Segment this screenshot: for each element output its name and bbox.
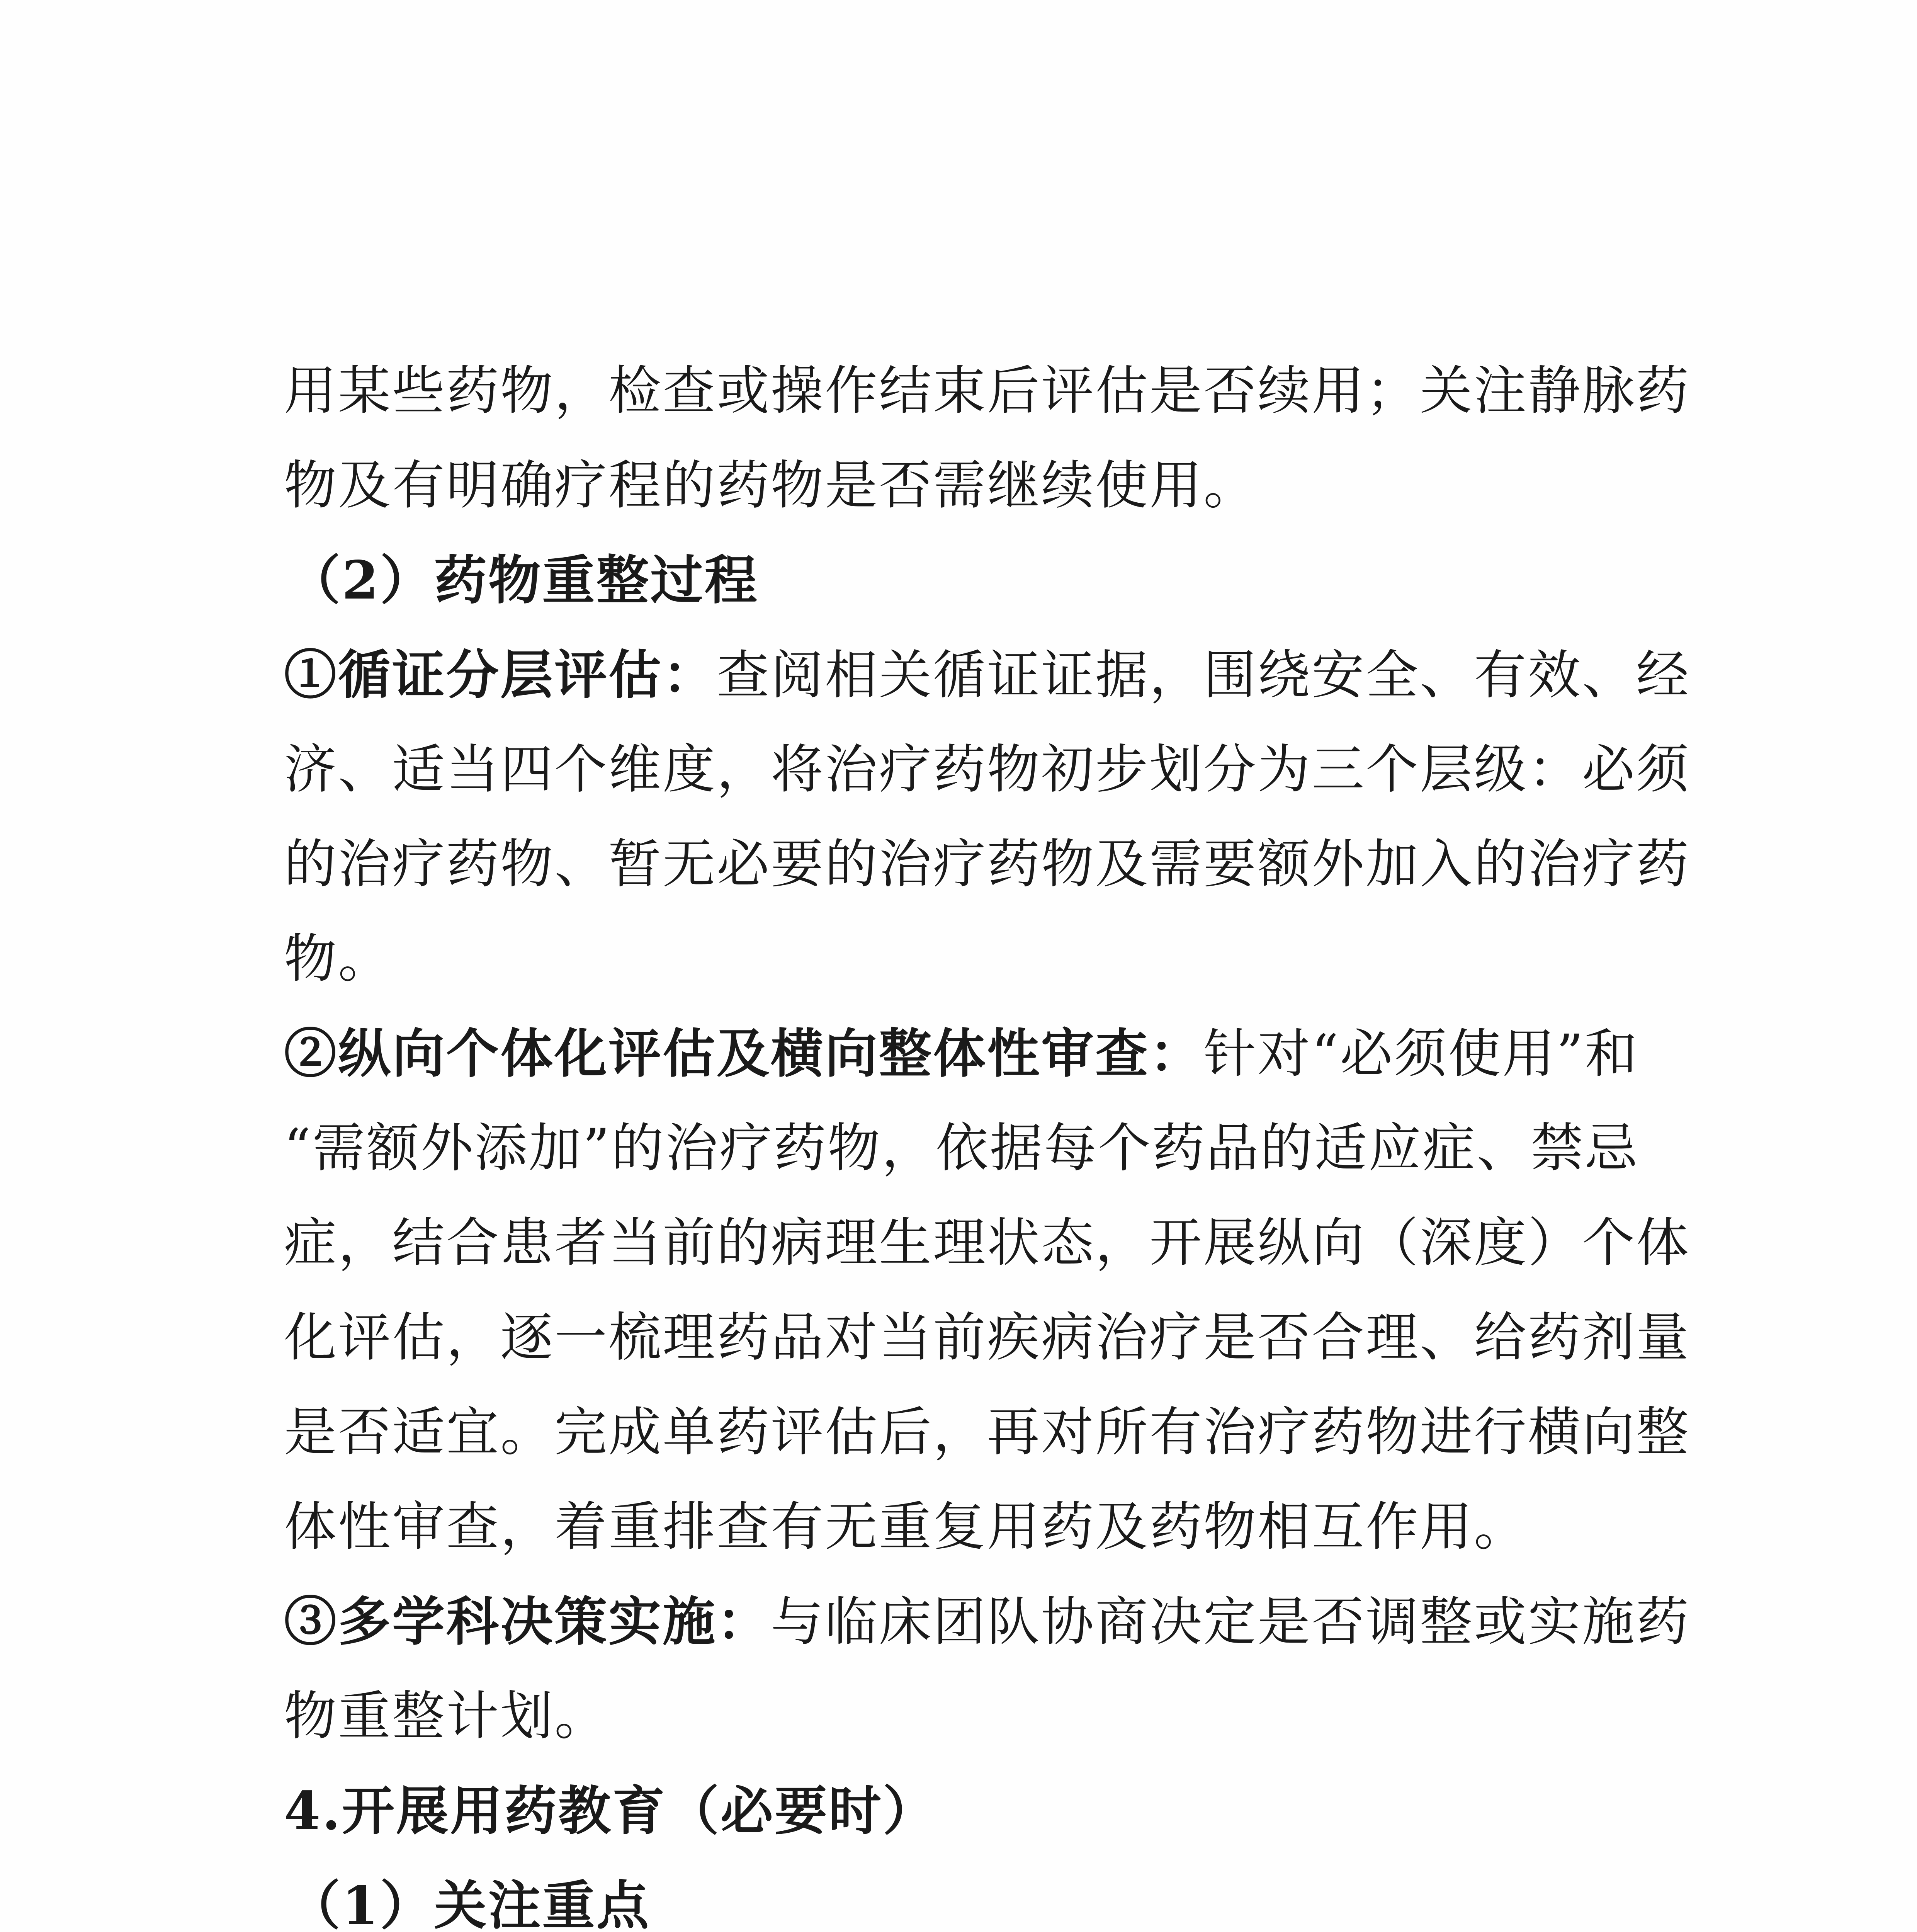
text-line [284, 1007, 1639, 1101]
text-line: 济、适当四个维度，将治疗药物初步划分为三个层级：必须 [284, 739, 1690, 800]
text-line: 化评估，逐一梳理药品对当前疾病治疗是否合理、给药剂量 [284, 1307, 1690, 1368]
text-line: 物重整计划。 [284, 1686, 608, 1747]
item-text: 针对“必须使用”和 [1203, 1024, 1639, 1085]
section-heading: 4.开展用药教育（必要时） [284, 1780, 937, 1842]
subsection-heading: （1）关注重点 [288, 1875, 651, 1932]
item-text: 与临床团队协商决定是否调整或实施药 [771, 1592, 1690, 1653]
item-lead: ②纵向个体化评估及横向整体性审查： [284, 1023, 1203, 1085]
item-lead: ③多学科决策实施： [284, 1591, 771, 1653]
item-lead: ①循证分层评估： [284, 644, 717, 706]
text-line: 用某些药物，检查或操作结束后评估是否续用；关注静脉药 [284, 361, 1690, 422]
text-line: 物及有明确疗程的药物是否需继续使用。 [284, 455, 1258, 516]
text-line: 物。 [284, 929, 392, 990]
section-heading: （2）药物重整过程 [288, 549, 759, 611]
text-line: 体性审查，着重排查有无重复用药及药物相互作用。 [284, 1497, 1528, 1558]
document-body [284, 344, 1690, 1932]
text-line: 是否适宜。完成单药评估后，再对所有治疗药物进行横向整 [284, 1402, 1690, 1463]
item-text: 查阅相关循证证据，围绕安全、有效、经 [717, 645, 1690, 706]
text-line: 的治疗药物、暂无必要的治疗药物及需要额外加入的治疗药 [284, 834, 1690, 895]
text-line: “需额外添加”的治疗药物，依据每个药品的适应症、禁忌 [284, 1118, 1639, 1179]
text-line: 症，结合患者当前的病理生理状态，开展纵向（深度）个体 [284, 1213, 1690, 1274]
text-line [284, 1575, 1690, 1669]
text-line [284, 628, 1690, 723]
